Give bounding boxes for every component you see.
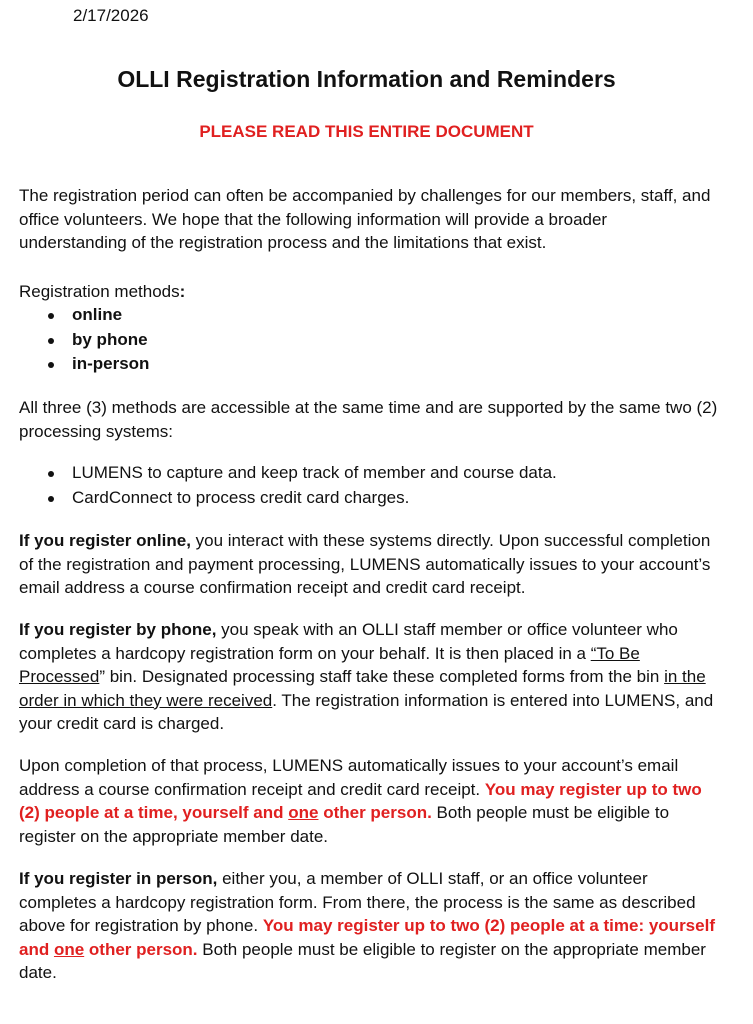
document-title: OLLI Registration Information and Reminders: [117, 66, 616, 92]
method-online: online: [72, 305, 123, 324]
phone-text-3: . The registration information is entered into LUMENS, and your credit card is charged.: [19, 690, 714, 734]
intro-paragraph: The registration period can often be accompanied by challenges for our members, staff, and office volunteers. We hope that the following information will provide a broader understanding of the registration process and the limitations that exist.: [19, 186, 711, 253]
list-item: [19, 352, 149, 377]
bullet-icon: [48, 338, 54, 344]
phone-text-1: you speak with an OLLI staff member or office volunteer who completes a hardcopy registration form on your behalf. It is then placed in a: [19, 620, 678, 663]
inperson-text-1: either you, a member of OLLI staff, or an office volunteer completes a hardcopy registration form. From there, the process is the same as described above for registration by phone.: [19, 869, 696, 936]
document-date: 2/17/2026: [73, 6, 149, 25]
list-item: [19, 303, 149, 328]
systems-list: [19, 461, 557, 510]
methods-list: [19, 303, 149, 377]
system-lumens: LUMENS to capture and keep track of member and course data.: [72, 463, 557, 482]
read-notice: PLEASE READ THIS ENTIRE DOCUMENT: [199, 122, 534, 141]
to-be-processed-text: “To Be Processed: [19, 643, 640, 687]
inperson-red-one: one: [53, 939, 85, 959]
list-item: [19, 328, 149, 353]
methods-colon: :: [179, 282, 186, 301]
list-item: [19, 461, 557, 486]
completion-red-one: one: [288, 803, 319, 823]
phone-lead: If you register by phone,: [19, 620, 217, 639]
inperson-text-2: Both people must be eligible to register on the appropriate member date.: [19, 939, 706, 983]
completion-red-1: You may register up to two (2) people at a time, yourself and: [19, 779, 702, 823]
system-cardconnect: CardConnect to process credit card charges.: [72, 487, 410, 507]
inperson-lead: If you register in person,: [19, 869, 218, 888]
bullet-icon: [48, 471, 54, 477]
inperson-red-1: You may register up to two (2) people at a time: yourself and: [19, 916, 715, 959]
bullet-icon: [48, 362, 54, 368]
online-lead: If you register online,: [19, 531, 191, 550]
bullet-icon: [48, 496, 54, 502]
phone-text-2: ” bin. Designated processing staff take these completed forms from the bin: [99, 667, 665, 687]
phone-paragraph: [19, 618, 719, 736]
all-three-paragraph: All three (3) methods are accessible at the same time and are supported by the same two (2) processing systems:: [19, 398, 718, 441]
completion-red-2: other person.: [318, 803, 432, 823]
bullet-icon: [48, 313, 54, 319]
inperson-red-2: other person.: [84, 939, 198, 959]
completion-text-2: Both people must be eligible to register on the appropriate member date.: [19, 803, 670, 846]
list-item: [19, 486, 557, 511]
methods-heading: [19, 280, 719, 304]
inperson-paragraph: [19, 867, 719, 985]
online-paragraph: [19, 529, 719, 600]
online-text: you interact with these systems directly. Upon successful completion of the registration and payment processing, LUMENS automatically issues to your account’s email address a course confirmation receipt and credit card receipt.: [19, 531, 711, 598]
order-received-text: in the order in which they were received: [19, 667, 706, 710]
method-phone: by phone: [72, 329, 148, 349]
completion-text-1: Upon completion of that process, LUMENS automatically issues to your account’s email address a course confirmation receipt and credit card receipt.: [19, 756, 679, 799]
method-in-person: in-person: [72, 354, 150, 373]
completion-paragraph: [19, 754, 719, 848]
methods-label: Registration methods: [19, 282, 180, 301]
